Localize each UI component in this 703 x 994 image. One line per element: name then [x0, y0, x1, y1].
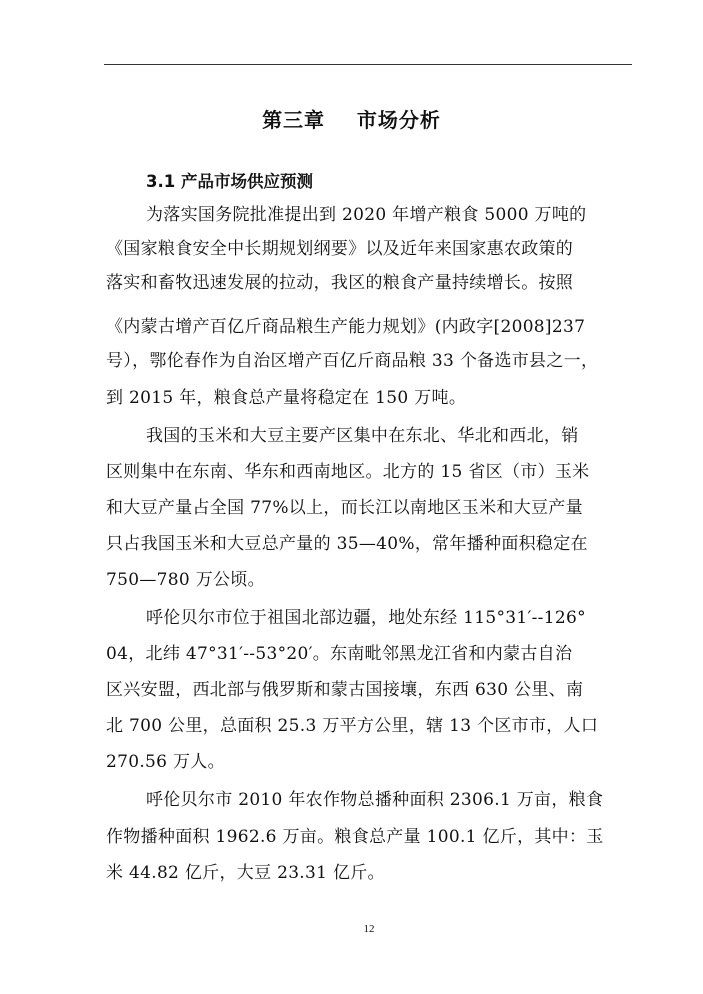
body-line: 《国家粮食安全中长期规划纲要》以及近年来国家惠农政策的 — [106, 239, 574, 259]
body-line: 《内蒙古增产百亿斤商品粮生产能力规划》(内政字[2008]237 — [106, 317, 586, 337]
body-line: 北 700 公里，总面积 25.3 万平方公里，辖 13 个区市市，人口 — [106, 716, 599, 736]
body-line: 只占我国玉米和大豆总产量的 35—40%，常年播种面积稳定在 — [106, 534, 588, 554]
body-line: 区则集中在东南、华东和西南地区。北方的 15 省区（市）玉米 — [106, 462, 590, 482]
body-line: 我国的玉米和大豆主要产区集中在东北、华北和西北，销 — [146, 426, 579, 446]
body-line: 到 2015 年，粮食总产量将稳定在 150 万吨。 — [106, 388, 467, 408]
body-line: 落实和畜牧迅速发展的拉动，我区的粮食产量持续增长。按照 — [106, 273, 574, 293]
body-line: 米 44.82 亿斤，大豆 23.31 亿斤。 — [106, 863, 385, 883]
body-line: 04，北纬 47°31′--53°20′。东南毗邻黑龙江省和内蒙古自治 — [106, 644, 573, 664]
body-line: 作物播种面积 1962.6 万亩。粮食总产量 100.1 亿斤，其中：玉 — [106, 827, 604, 847]
header-rule — [104, 64, 632, 65]
body-line: 750—780 万公顷。 — [106, 570, 265, 590]
body-line: 呼伦贝尔市位于祖国北部边疆，地处东经 115°31′--126° — [146, 608, 586, 628]
page-number: 12 — [363, 923, 375, 935]
section-title: 3.1 产品市场供应预测 — [146, 172, 313, 191]
body-line: 为落实国务院批准提出到 2020 年增产粮食 5000 万吨的 — [146, 205, 587, 225]
body-line: 区兴安盟，西北部与俄罗斯和蒙古国接壤，东西 630 公里、南 — [106, 680, 584, 700]
body-line: 号），鄂伦春作为自治区增产百亿斤商品粮 33 个备选市县之一， — [106, 351, 599, 371]
body-line: 呼伦贝尔市 2010 年农作物总播种面积 2306.1 万亩，粮食 — [146, 790, 604, 810]
body-line: 270.56 万人。 — [106, 752, 225, 772]
chapter-title: 第三章 市场分析 — [262, 108, 441, 132]
body-line: 和大豆产量占全国 77%以上，而长江以南地区玉米和大豆产量 — [106, 498, 583, 518]
